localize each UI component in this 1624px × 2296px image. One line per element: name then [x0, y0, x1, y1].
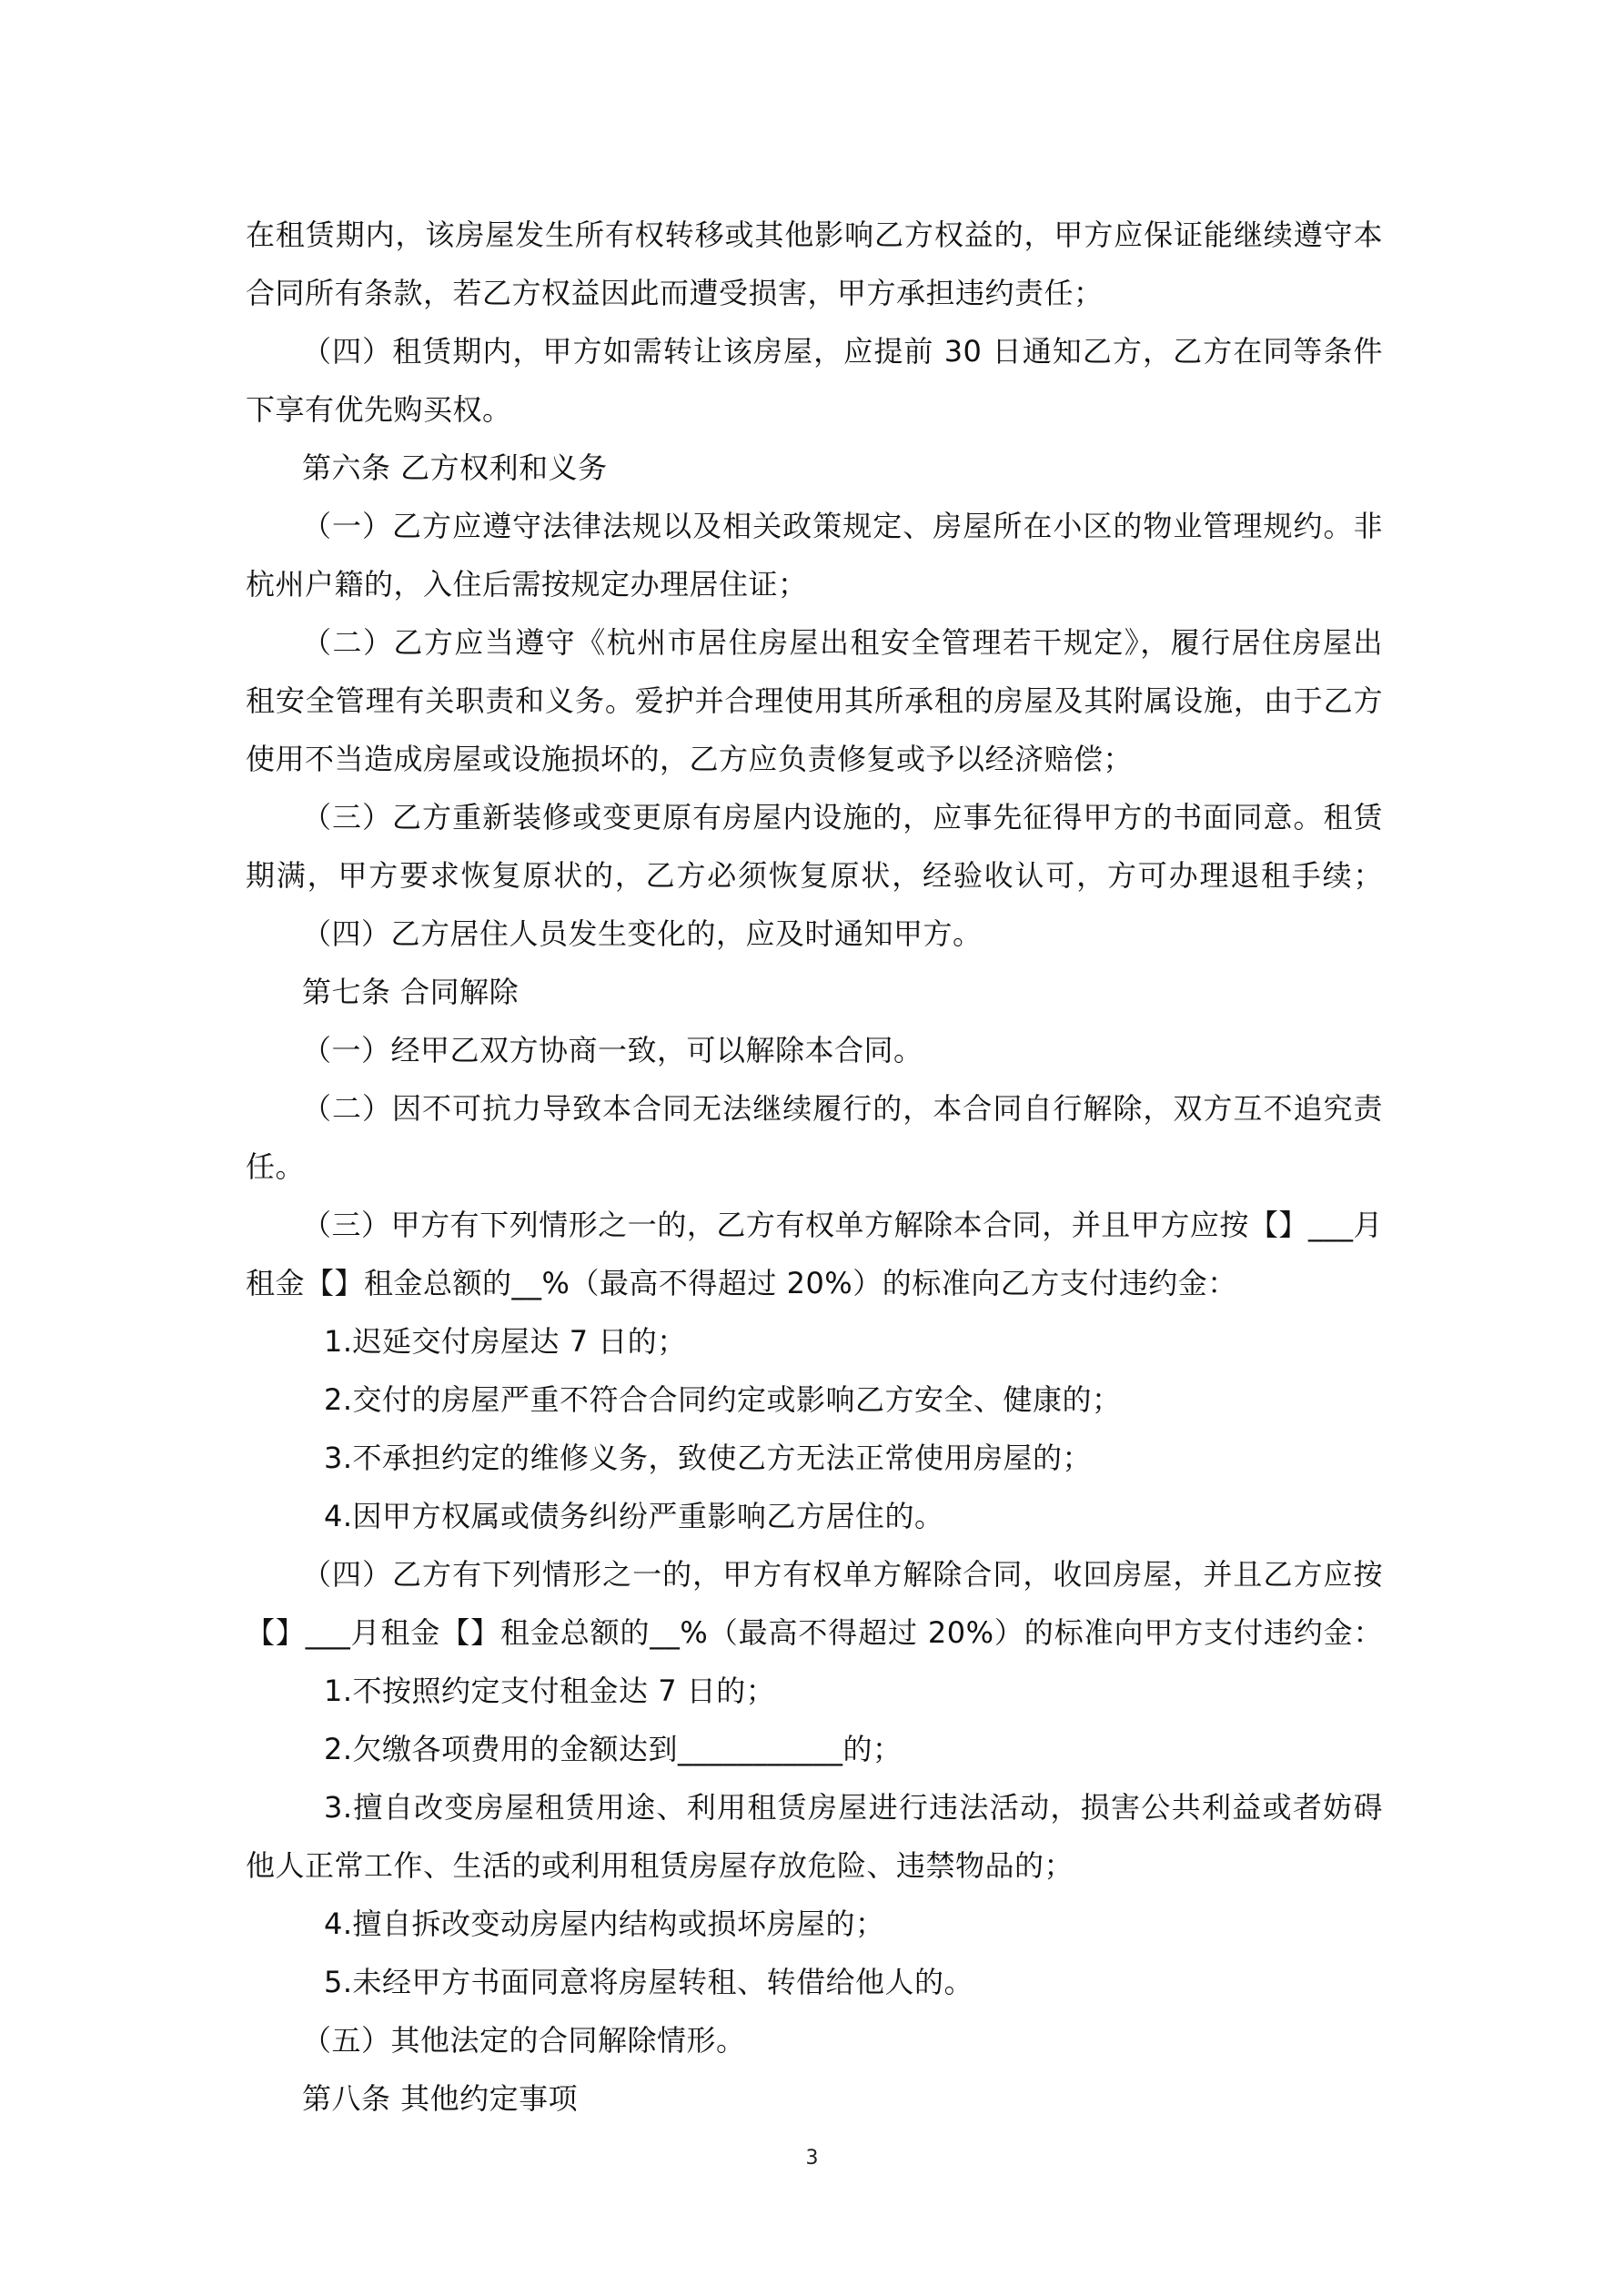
text-line: （二）因不可抗力导致本合同无法继续履行的，本合同自行解除，双方互不追究责	[302, 1091, 1383, 1126]
list-item: 4.因甲方权属或债务纠纷严重影响乙方居住的。	[324, 1499, 944, 1533]
text-line: 期满，甲方要求恢复原状的，乙方必须恢复原状，经验收认可，方可办理退租手续；	[246, 858, 1383, 893]
list-item: 2.交付的房屋严重不符合合同约定或影响乙方安全、健康的；	[324, 1382, 1122, 1417]
text-line: （四）乙方有下列情形之一的，甲方有权单方解除合同，收回房屋，并且乙方应按	[302, 1557, 1383, 1592]
document-body	[246, 206, 1383, 2128]
text-line: 使用不当造成房屋或设施损坏的，乙方应负责修复或予以经济赔偿；	[246, 742, 1134, 776]
text-line: （二）乙方应当遵守《杭州市居住房屋出租安全管理若干规定》，履行居住房屋出	[302, 625, 1383, 660]
list-item: 5.未经甲方书面同意将房屋转租、转借给他人的。	[324, 1965, 974, 1999]
text-line: 【】___月租金【】租金总额的__%（最高不得超过 20%）的标准向甲方支付违约金：	[246, 1615, 1383, 1650]
text-line: （四）租赁期内，甲方如需转让该房屋，应提前 30 日通知乙方，乙方在同等条件	[302, 334, 1383, 369]
page-number: 3	[805, 2147, 819, 2170]
list-item: 4.擅自拆改变动房屋内结构或损坏房屋的；	[324, 1907, 885, 1941]
text-line: 在租赁期内，该房屋发生所有权转移或其他影响乙方权益的，甲方应保证能继续遵守本	[246, 217, 1383, 252]
list-item: 1.不按照约定支付租金达 7 日的；	[324, 1674, 776, 1708]
text-line: （一）经甲乙双方协商一致，可以解除本合同。	[302, 1033, 923, 1067]
list-item: 3.擅自改变房屋租赁用途、利用租赁房屋进行违法活动，损害公共利益或者妨碍	[324, 1790, 1383, 1825]
text-line: 租安全管理有关职责和义务。爱护并合理使用其所承租的房屋及其附属设施，由于乙方	[246, 683, 1383, 718]
text-line: （三）甲方有下列情形之一的，乙方有权单方解除本合同，并且甲方应按【】___月	[302, 1208, 1383, 1242]
text-line: （一）乙方应遵守法律法规以及相关政策规定、房屋所在小区的物业管理规约。非	[302, 509, 1383, 543]
list-item: 3.不承担约定的维修义务，致使乙方无法正常使用房屋的；	[324, 1441, 1093, 1475]
text-line: 杭州户籍的，入住后需按规定办理居住证；	[246, 567, 808, 602]
list-item: 2.欠缴各项费用的金额达到___________的；	[324, 1732, 903, 1766]
text-line: 合同所有条款，若乙方权益因此而遭受损害，甲方承担违约责任；	[246, 276, 1104, 310]
text-line: （三）乙方重新装修或变更原有房屋内设施的，应事先征得甲方的书面同意。租赁	[302, 800, 1383, 834]
section-heading: 第八条 其他约定事项	[302, 2081, 579, 2116]
text-line: 他人正常工作、生活的或利用租赁房屋存放危险、违禁物品的；	[246, 1848, 1074, 1883]
text-line: （五）其他法定的合同解除情形。	[302, 2023, 746, 2058]
text-line: 任。	[246, 1149, 306, 1184]
section-heading: 第六条 乙方权利和义务	[302, 450, 608, 485]
list-item: 1.迟延交付房屋达 7 日的；	[324, 1324, 687, 1359]
text-line: 租金【】租金总额的__%（最高不得超过 20%）的标准向乙方支付违约金：	[246, 1266, 1237, 1300]
text-line: （四）乙方居住人员发生变化的，应及时通知甲方。	[302, 916, 983, 951]
section-heading: 第七条 合同解除	[302, 975, 519, 1009]
text-line: 下享有优先购买权。	[246, 392, 512, 427]
